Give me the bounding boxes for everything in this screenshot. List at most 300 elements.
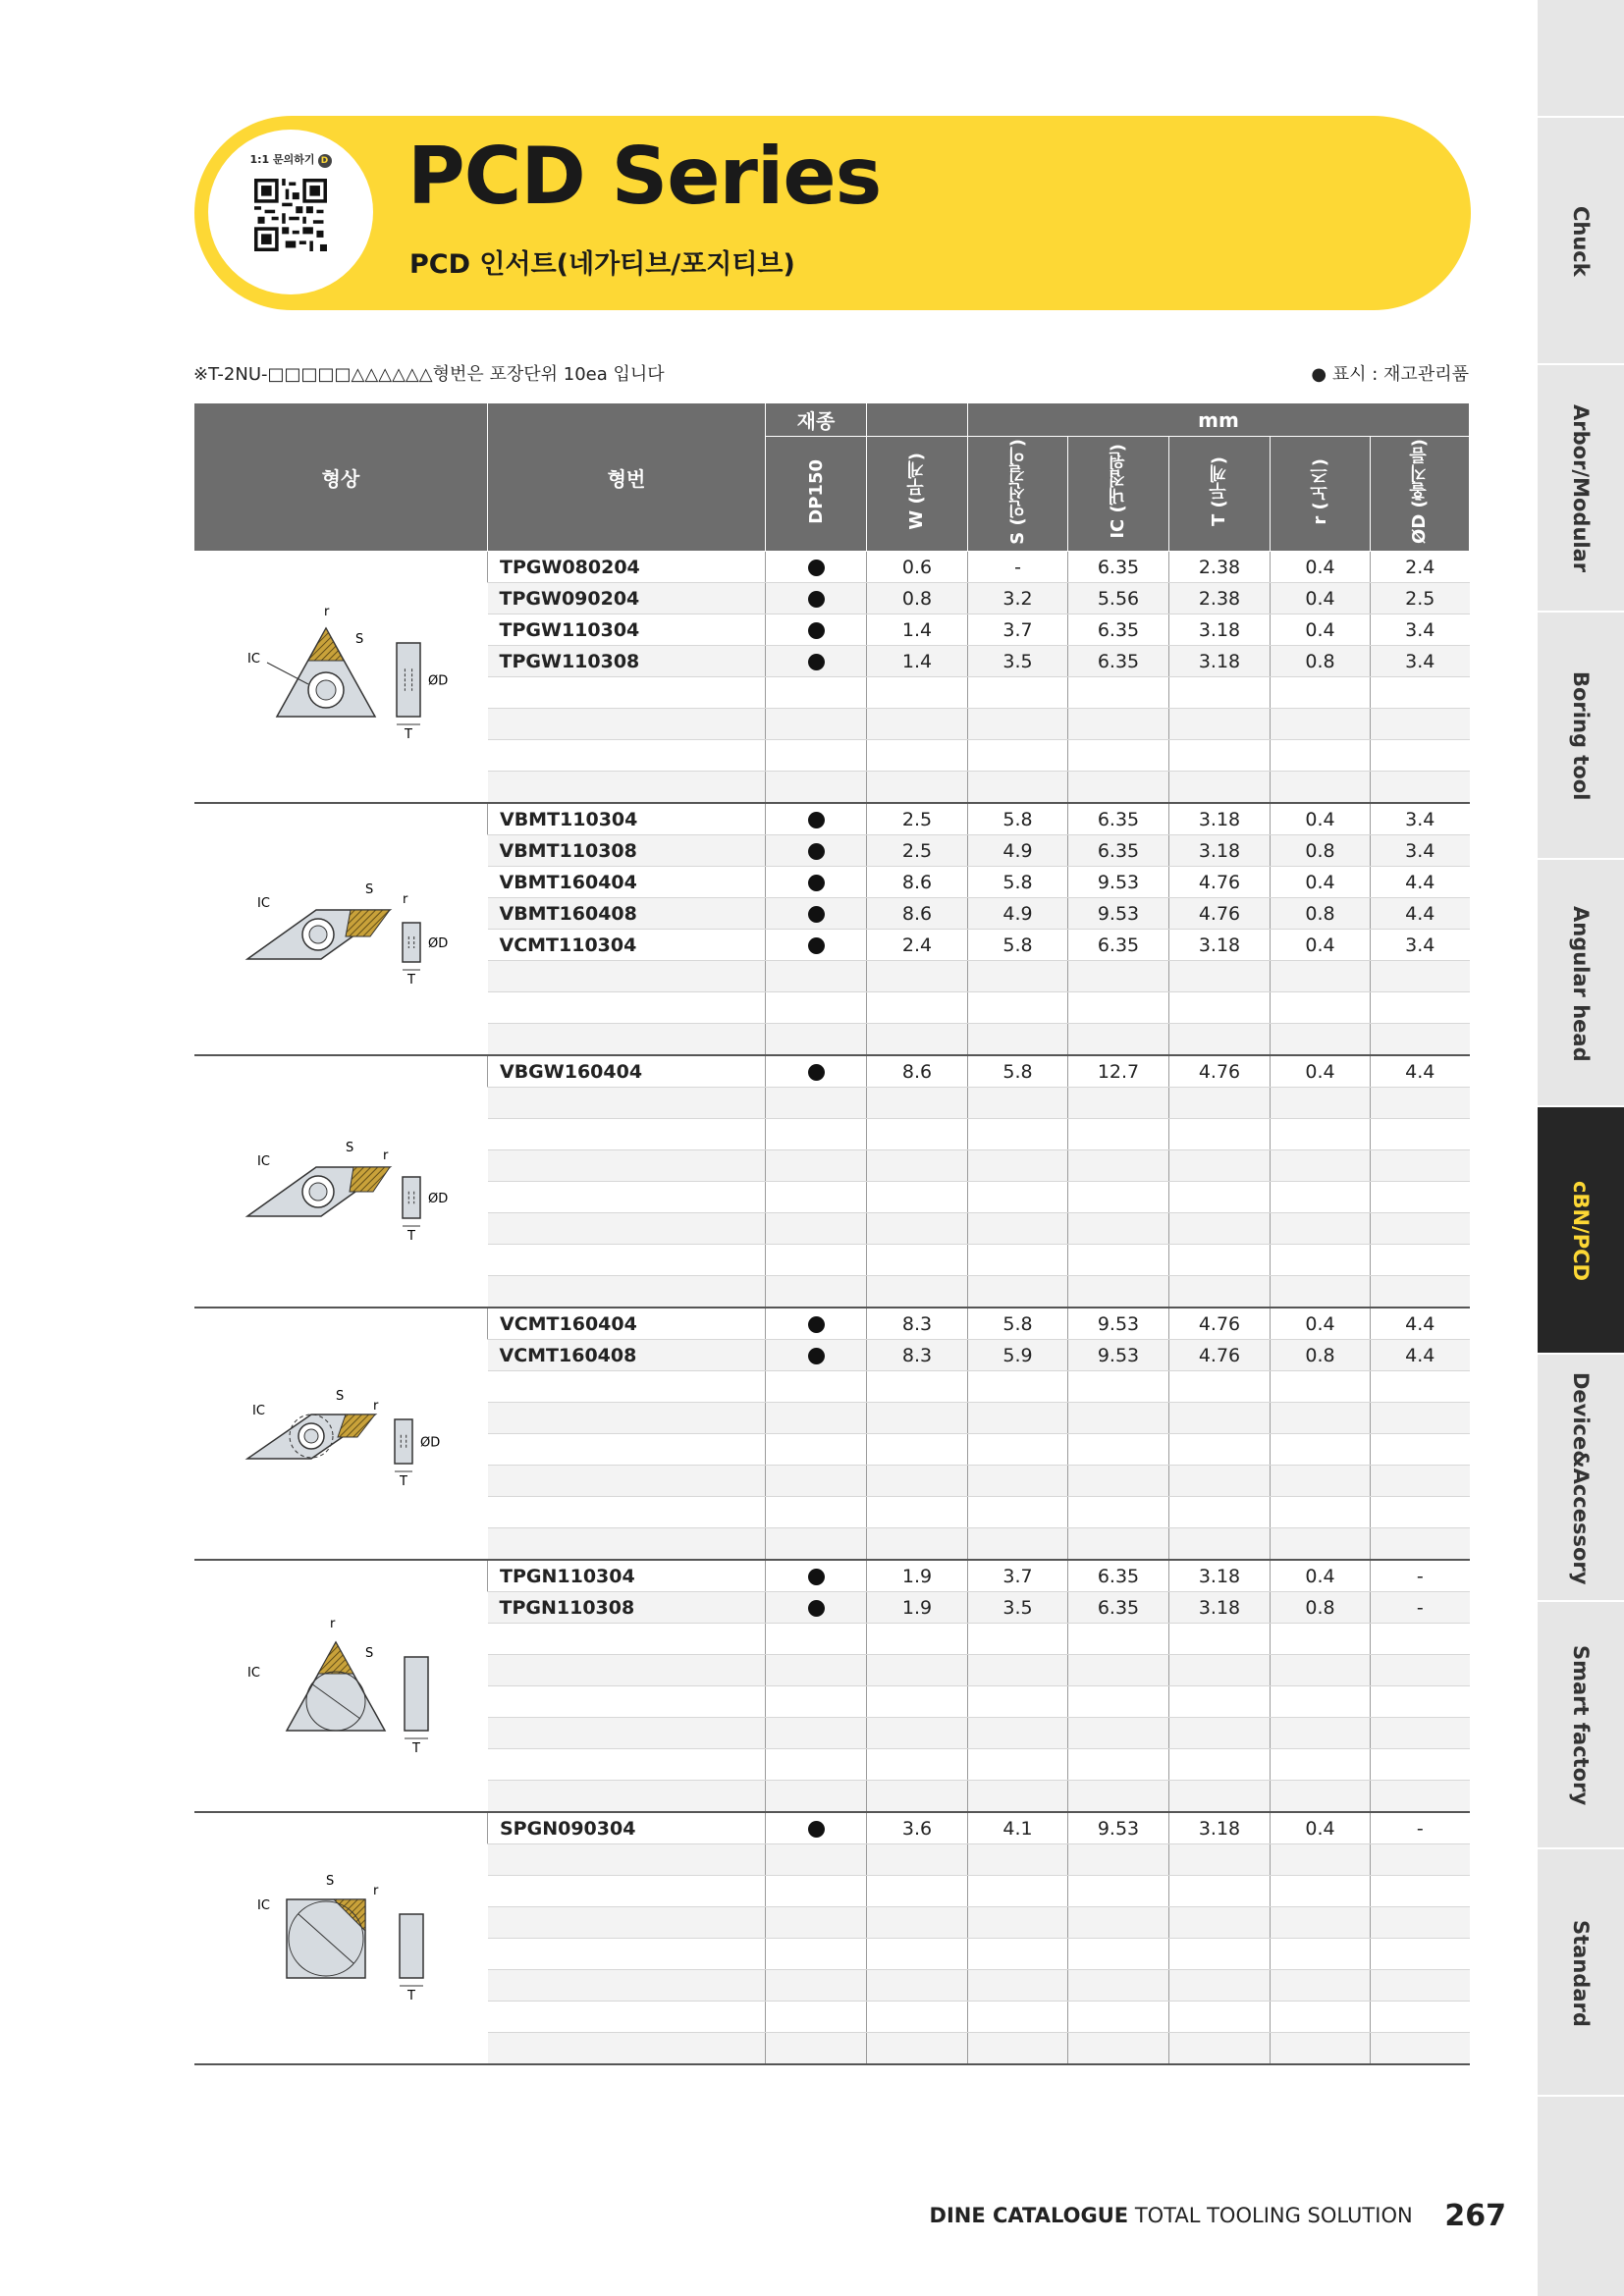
table-row xyxy=(194,1055,1470,1088)
s-cell xyxy=(968,1686,1068,1718)
d-cell xyxy=(1371,772,1470,804)
dim-ic-label: IC xyxy=(256,1897,270,1913)
d-cell xyxy=(1371,1434,1470,1466)
type-cell xyxy=(488,2033,766,2065)
d-cell xyxy=(1371,1245,1470,1276)
rhombus-insert-vbgw-icon xyxy=(228,1108,454,1255)
w-cell xyxy=(867,1939,968,1970)
s-cell: 5.8 xyxy=(968,867,1068,898)
t-cell xyxy=(1169,2033,1271,2065)
ic-cell: 6.35 xyxy=(1068,646,1169,677)
s-cell xyxy=(968,1434,1068,1466)
type-cell xyxy=(488,1213,766,1245)
side-tab-7[interactable]: Standard xyxy=(1538,1847,1624,2097)
d-cell xyxy=(1371,1970,1470,2002)
shape-cell xyxy=(194,552,488,804)
s-cell xyxy=(968,992,1068,1024)
r-cell xyxy=(1271,1497,1371,1528)
d-cell xyxy=(1371,1119,1470,1150)
s-cell xyxy=(968,1213,1068,1245)
dim-ic-label: IC xyxy=(251,1403,265,1418)
w-cell: 8.6 xyxy=(867,867,968,898)
stock-dot-icon xyxy=(808,1569,825,1585)
w-cell: 2.5 xyxy=(867,835,968,867)
t-cell xyxy=(1169,709,1271,740)
s-cell: 4.9 xyxy=(968,898,1068,930)
w-cell: 0.8 xyxy=(867,583,968,614)
t-cell: 4.76 xyxy=(1169,898,1271,930)
dp150-cell xyxy=(766,1939,867,1970)
stock-dot-icon xyxy=(808,622,825,639)
type-cell xyxy=(488,1466,766,1497)
dim-r-label: r xyxy=(382,1148,389,1163)
dp150-cell xyxy=(766,1497,867,1528)
r-cell xyxy=(1271,1434,1371,1466)
ic-cell xyxy=(1068,961,1169,992)
ic-cell: 9.53 xyxy=(1068,1340,1169,1371)
w-cell xyxy=(867,772,968,804)
type-cell xyxy=(488,1276,766,1308)
ic-cell xyxy=(1068,1907,1169,1939)
col-header-spacer xyxy=(867,403,968,437)
col-header-shape: 형상 xyxy=(194,403,488,552)
dp150-cell xyxy=(766,772,867,804)
s-cell xyxy=(968,1182,1068,1213)
type-cell xyxy=(488,1749,766,1781)
t-cell xyxy=(1169,961,1271,992)
r-cell xyxy=(1271,1371,1371,1403)
s-cell: 5.9 xyxy=(968,1340,1068,1371)
t-cell xyxy=(1169,1182,1271,1213)
col-header-ic: IC (내접원) xyxy=(1068,437,1169,552)
t-cell: 2.38 xyxy=(1169,552,1271,583)
page-subtitle: PCD 인서트(네가티브/포지티브) xyxy=(409,249,795,280)
legend-dot-icon: ● xyxy=(1311,364,1327,385)
type-cell xyxy=(488,1970,766,2002)
dp150-cell xyxy=(766,1624,867,1655)
ic-cell xyxy=(1068,1150,1169,1182)
type-cell xyxy=(488,709,766,740)
side-tab-5[interactable]: Device&Accessory xyxy=(1538,1353,1624,1602)
d-cell xyxy=(1371,1150,1470,1182)
ic-cell: 5.56 xyxy=(1068,583,1169,614)
type-cell: SPGN090304 xyxy=(488,1812,766,1844)
qr-badge[interactable] xyxy=(208,130,373,294)
w-cell: 2.5 xyxy=(867,803,968,835)
d-cell: 2.4 xyxy=(1371,552,1470,583)
type-cell xyxy=(488,2002,766,2033)
t-cell: 4.76 xyxy=(1169,1308,1271,1340)
t-cell xyxy=(1169,1466,1271,1497)
t-cell xyxy=(1169,1371,1271,1403)
type-cell xyxy=(488,992,766,1024)
type-cell: TPGN110304 xyxy=(488,1560,766,1592)
t-cell xyxy=(1169,1718,1271,1749)
stock-dot-icon xyxy=(808,591,825,608)
t-cell xyxy=(1169,1276,1271,1308)
dim-ic-label: IC xyxy=(246,1665,260,1681)
s-cell xyxy=(968,1371,1068,1403)
type-cell xyxy=(488,1150,766,1182)
type-cell xyxy=(488,1119,766,1150)
t-cell xyxy=(1169,1403,1271,1434)
footer xyxy=(930,2199,1506,2233)
dp150-cell xyxy=(766,1876,867,1907)
dp150-cell xyxy=(766,1055,867,1088)
type-cell xyxy=(488,1686,766,1718)
s-cell xyxy=(968,2033,1068,2065)
w-cell: 8.6 xyxy=(867,1055,968,1088)
t-cell xyxy=(1169,1497,1271,1528)
w-cell xyxy=(867,1182,968,1213)
type-cell: TPGN110308 xyxy=(488,1592,766,1624)
s-cell: 3.5 xyxy=(968,1592,1068,1624)
ic-cell xyxy=(1068,1276,1169,1308)
t-cell xyxy=(1169,1528,1271,1561)
ic-cell xyxy=(1068,1213,1169,1245)
r-cell xyxy=(1271,1907,1371,1939)
d-cell xyxy=(1371,1403,1470,1434)
w-cell xyxy=(867,677,968,709)
ic-cell xyxy=(1068,1466,1169,1497)
stock-dot-icon xyxy=(808,875,825,891)
t-cell xyxy=(1169,1434,1271,1466)
type-cell xyxy=(488,1024,766,1056)
r-cell xyxy=(1271,1088,1371,1119)
w-cell xyxy=(867,1970,968,2002)
s-cell xyxy=(968,1970,1068,2002)
t-cell xyxy=(1169,1970,1271,2002)
t-cell: 3.18 xyxy=(1169,835,1271,867)
ic-cell xyxy=(1068,1970,1169,2002)
r-cell xyxy=(1271,1970,1371,2002)
ic-cell xyxy=(1068,1781,1169,1813)
side-tab-1[interactable]: Arbor/Modular xyxy=(1538,363,1624,613)
r-cell xyxy=(1271,740,1371,772)
s-cell xyxy=(968,772,1068,804)
w-cell xyxy=(867,1466,968,1497)
dim-s-label: S xyxy=(364,881,374,897)
dp150-cell xyxy=(766,1592,867,1624)
s-cell: 5.8 xyxy=(968,930,1068,961)
qr-code-icon[interactable] xyxy=(254,179,327,251)
t-cell xyxy=(1169,740,1271,772)
r-cell: 0.4 xyxy=(1271,1812,1371,1844)
type-cell xyxy=(488,1182,766,1213)
s-cell xyxy=(968,1939,1068,1970)
t-cell xyxy=(1169,1939,1271,1970)
dim-s-label: S xyxy=(345,1140,354,1155)
w-cell: 0.6 xyxy=(867,552,968,583)
s-cell: 5.8 xyxy=(968,1055,1068,1088)
type-cell xyxy=(488,677,766,709)
dp150-cell xyxy=(766,1812,867,1844)
r-cell: 0.4 xyxy=(1271,1560,1371,1592)
r-cell: 0.8 xyxy=(1271,1340,1371,1371)
w-cell: 1.9 xyxy=(867,1560,968,1592)
page-number: 267 xyxy=(1444,2199,1506,2233)
d-cell: 4.4 xyxy=(1371,1340,1470,1371)
dim-r-label: r xyxy=(402,891,408,907)
r-cell: 0.4 xyxy=(1271,1308,1371,1340)
ic-cell: 9.53 xyxy=(1068,1812,1169,1844)
w-cell xyxy=(867,1624,968,1655)
col-header-material: 재종 xyxy=(766,403,867,437)
triangle-insert-no-hole-icon xyxy=(228,1603,454,1770)
w-cell xyxy=(867,740,968,772)
spec-table xyxy=(193,402,1470,2065)
d-cell xyxy=(1371,1088,1470,1119)
r-cell xyxy=(1271,2033,1371,2065)
col-header-r: r (노즈) xyxy=(1271,437,1371,552)
t-cell: 3.18 xyxy=(1169,614,1271,646)
r-cell: 0.8 xyxy=(1271,835,1371,867)
s-cell xyxy=(968,740,1068,772)
w-cell: 8.6 xyxy=(867,898,968,930)
dp150-cell xyxy=(766,614,867,646)
r-cell: 0.4 xyxy=(1271,930,1371,961)
s-cell xyxy=(968,1749,1068,1781)
dp150-cell xyxy=(766,1560,867,1592)
s-cell: 3.7 xyxy=(968,614,1068,646)
ic-cell xyxy=(1068,1528,1169,1561)
r-cell xyxy=(1271,1939,1371,1970)
d-cell: - xyxy=(1371,1592,1470,1624)
s-cell: 3.5 xyxy=(968,646,1068,677)
dp150-cell xyxy=(766,1245,867,1276)
dim-r-label: r xyxy=(372,1398,379,1414)
ic-cell xyxy=(1068,992,1169,1024)
stock-dot-icon xyxy=(808,937,825,954)
d-cell xyxy=(1371,1182,1470,1213)
dp150-cell xyxy=(766,1970,867,2002)
t-cell xyxy=(1169,1088,1271,1119)
s-cell xyxy=(968,1655,1068,1686)
d-cell: - xyxy=(1371,1560,1470,1592)
qr-badge-letter: D xyxy=(318,154,332,168)
d-cell: 3.4 xyxy=(1371,803,1470,835)
d-cell: 4.4 xyxy=(1371,1308,1470,1340)
dim-s-label: S xyxy=(325,1873,335,1889)
s-cell xyxy=(968,1403,1068,1434)
type-cell xyxy=(488,1403,766,1434)
type-cell: TPGW080204 xyxy=(488,552,766,583)
r-cell xyxy=(1271,992,1371,1024)
d-cell xyxy=(1371,1466,1470,1497)
stock-dot-icon xyxy=(808,1821,825,1838)
t-cell xyxy=(1169,1907,1271,1939)
dp150-cell xyxy=(766,898,867,930)
dp150-cell xyxy=(766,1024,867,1056)
w-cell: 1.4 xyxy=(867,646,968,677)
s-cell: 4.1 xyxy=(968,1812,1068,1844)
d-cell xyxy=(1371,1876,1470,1907)
type-cell: VBMT110304 xyxy=(488,803,766,835)
dim-s-label: S xyxy=(335,1388,345,1404)
dim-t-label: T xyxy=(411,1740,420,1756)
dp150-cell xyxy=(766,1781,867,1813)
dp150-cell xyxy=(766,1403,867,1434)
side-tab-6[interactable]: Smart factory xyxy=(1538,1600,1624,1849)
r-cell xyxy=(1271,1276,1371,1308)
s-cell xyxy=(968,1781,1068,1813)
dp150-cell xyxy=(766,1340,867,1371)
ic-cell xyxy=(1068,1844,1169,1876)
r-cell: 0.4 xyxy=(1271,552,1371,583)
r-cell: 0.8 xyxy=(1271,646,1371,677)
dim-ic-label: IC xyxy=(246,651,260,667)
t-cell xyxy=(1169,1876,1271,1907)
side-tab-4[interactable]: cBN/PCD xyxy=(1538,1105,1624,1355)
s-cell xyxy=(968,1245,1068,1276)
ic-cell xyxy=(1068,2002,1169,2033)
stock-dot-icon xyxy=(808,1064,825,1081)
ic-cell xyxy=(1068,1434,1169,1466)
type-cell xyxy=(488,772,766,804)
w-cell xyxy=(867,2002,968,2033)
dim-s-label: S xyxy=(354,631,364,647)
t-cell xyxy=(1169,772,1271,804)
d-cell: - xyxy=(1371,1812,1470,1844)
side-tab-0[interactable]: Chuck xyxy=(1538,116,1624,365)
stock-dot-icon xyxy=(808,560,825,576)
w-cell xyxy=(867,1528,968,1561)
t-cell xyxy=(1169,677,1271,709)
r-cell: 0.4 xyxy=(1271,1055,1371,1088)
type-cell xyxy=(488,1876,766,1907)
r-cell: 0.4 xyxy=(1271,867,1371,898)
ic-cell xyxy=(1068,1182,1169,1213)
dp150-cell xyxy=(766,835,867,867)
r-cell xyxy=(1271,1876,1371,1907)
dp150-cell xyxy=(766,2002,867,2033)
col-header-type: 형번 xyxy=(488,403,766,552)
d-cell xyxy=(1371,1024,1470,1056)
w-cell xyxy=(867,1088,968,1119)
w-cell xyxy=(867,1844,968,1876)
dim-t-label: T xyxy=(404,726,412,742)
d-cell xyxy=(1371,2033,1470,2065)
ic-cell: 6.35 xyxy=(1068,835,1169,867)
dp150-cell xyxy=(766,1308,867,1340)
w-cell xyxy=(867,1024,968,1056)
ic-cell xyxy=(1068,1371,1169,1403)
s-cell xyxy=(968,1088,1068,1119)
w-cell xyxy=(867,1907,968,1939)
w-cell xyxy=(867,992,968,1024)
side-tab-3[interactable]: Angular head xyxy=(1538,858,1624,1107)
ic-cell xyxy=(1068,1655,1169,1686)
ic-cell xyxy=(1068,1876,1169,1907)
ic-cell: 6.35 xyxy=(1068,614,1169,646)
dim-t-label: T xyxy=(406,1228,415,1244)
d-cell xyxy=(1371,1939,1470,1970)
w-cell: 1.4 xyxy=(867,614,968,646)
type-cell: VBMT110308 xyxy=(488,835,766,867)
r-cell xyxy=(1271,772,1371,804)
d-cell: 3.4 xyxy=(1371,614,1470,646)
d-cell xyxy=(1371,1907,1470,1939)
rhombus-insert-vbmt-icon xyxy=(228,856,454,1003)
legend-note xyxy=(1311,360,1469,386)
s-cell: 3.7 xyxy=(968,1560,1068,1592)
w-cell xyxy=(867,1276,968,1308)
w-cell xyxy=(867,1403,968,1434)
s-cell xyxy=(968,1497,1068,1528)
t-cell: 3.18 xyxy=(1169,1560,1271,1592)
side-tab-2[interactable]: Boring tool xyxy=(1538,611,1624,860)
d-cell xyxy=(1371,1844,1470,1876)
type-cell xyxy=(488,1371,766,1403)
s-cell xyxy=(968,1466,1068,1497)
d-cell: 4.4 xyxy=(1371,1055,1470,1088)
r-cell xyxy=(1271,1844,1371,1876)
shape-cell xyxy=(194,803,488,1055)
dp150-cell xyxy=(766,1686,867,1718)
s-cell xyxy=(968,1119,1068,1150)
s-cell xyxy=(968,1876,1068,1907)
s-cell: 3.2 xyxy=(968,583,1068,614)
s-cell: 5.8 xyxy=(968,1308,1068,1340)
s-cell xyxy=(968,961,1068,992)
w-cell xyxy=(867,1876,968,1907)
d-cell xyxy=(1371,1213,1470,1245)
table-row xyxy=(194,1560,1470,1592)
triangle-insert-with-hole-icon xyxy=(228,594,454,761)
dp150-cell xyxy=(766,1213,867,1245)
ic-cell: 6.35 xyxy=(1068,552,1169,583)
r-cell xyxy=(1271,1213,1371,1245)
w-cell xyxy=(867,1213,968,1245)
s-cell xyxy=(968,1528,1068,1561)
type-cell: VBMT160404 xyxy=(488,867,766,898)
type-cell xyxy=(488,1624,766,1655)
ic-cell xyxy=(1068,1024,1169,1056)
type-cell xyxy=(488,740,766,772)
type-cell xyxy=(488,1655,766,1686)
s-cell: 5.8 xyxy=(968,803,1068,835)
d-cell: 4.4 xyxy=(1371,898,1470,930)
t-cell: 3.18 xyxy=(1169,1592,1271,1624)
col-header-unit: mm xyxy=(968,403,1470,437)
w-cell xyxy=(867,961,968,992)
dp150-cell xyxy=(766,1182,867,1213)
r-cell xyxy=(1271,1718,1371,1749)
d-cell xyxy=(1371,740,1470,772)
r-cell xyxy=(1271,1182,1371,1213)
col-header-t: T (두께) xyxy=(1169,437,1271,552)
dp150-cell xyxy=(766,709,867,740)
dp150-cell xyxy=(766,552,867,583)
dp150-cell xyxy=(766,1371,867,1403)
type-cell xyxy=(488,1939,766,1970)
t-cell: 3.18 xyxy=(1169,803,1271,835)
w-cell: 2.4 xyxy=(867,930,968,961)
col-header-s: S (인선길이) xyxy=(968,437,1068,552)
shape-cell xyxy=(194,1812,488,2064)
d-cell xyxy=(1371,1749,1470,1781)
r-cell xyxy=(1271,1528,1371,1561)
stock-dot-icon xyxy=(808,843,825,860)
dp150-cell xyxy=(766,1844,867,1876)
d-cell xyxy=(1371,1624,1470,1655)
ic-cell xyxy=(1068,677,1169,709)
col-header-d: ØD (홀지름) xyxy=(1371,437,1470,552)
t-cell xyxy=(1169,1781,1271,1813)
dp150-cell xyxy=(766,646,867,677)
legend-text: 표시 : 재고관리품 xyxy=(1331,364,1469,385)
table-row xyxy=(194,552,1470,583)
